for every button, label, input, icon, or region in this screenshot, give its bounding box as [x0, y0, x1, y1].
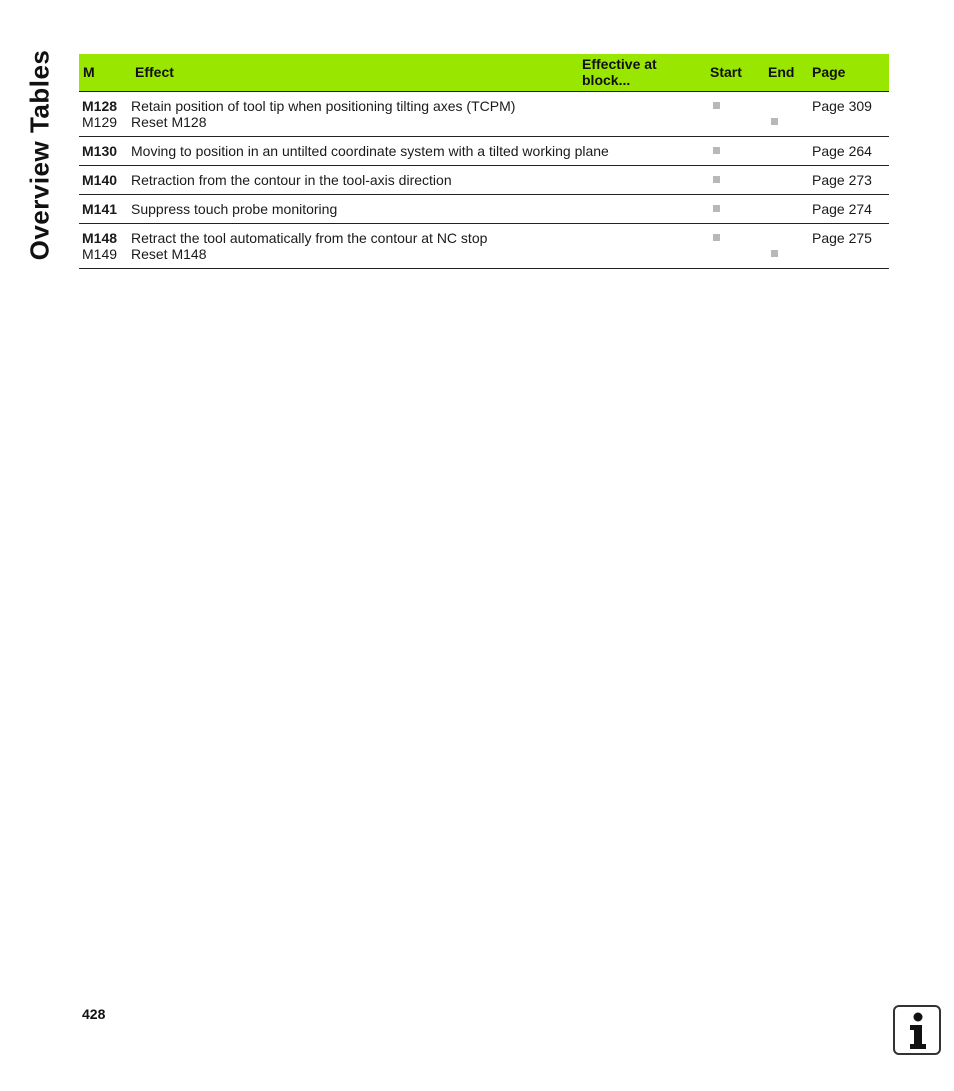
header-start: Start	[710, 64, 742, 81]
table-row	[79, 136, 889, 165]
page-reference: Page 309	[812, 97, 872, 114]
page-reference: Page 274	[812, 200, 872, 217]
header-effect: Effect	[135, 64, 174, 81]
effective-at-cell	[578, 223, 706, 268]
start-marker-icon	[713, 176, 720, 183]
start-marker-icon	[713, 147, 720, 154]
m-code-reset: M149	[82, 245, 118, 262]
page-number: 428	[82, 1006, 106, 1022]
header-m: M	[83, 64, 95, 81]
end-cell	[764, 136, 808, 165]
m-code-cell	[79, 194, 129, 223]
end-cell	[764, 91, 808, 136]
end-cell	[764, 223, 808, 268]
effective-at-cell	[578, 91, 706, 136]
effect-reset-text: Reset M148	[131, 245, 207, 262]
effect-text: Retain position of tool tip when positioning tilting axes (TCPM)	[131, 97, 516, 114]
effect-text: Suppress touch probe monitoring	[131, 200, 338, 217]
m-code-cell	[79, 91, 129, 136]
end-cell	[764, 165, 808, 194]
start-cell	[706, 194, 764, 223]
m-code-cell	[79, 223, 129, 268]
start-marker-icon	[713, 102, 720, 109]
m-code: M141	[82, 200, 118, 217]
start-marker-icon	[713, 205, 720, 212]
m-code-cell	[79, 165, 129, 194]
effect-text: Retraction from the contour in the tool-axis direction	[131, 171, 452, 188]
effect-cell	[129, 194, 578, 223]
m-functions-table-container	[79, 54, 889, 269]
side-section-title	[22, 50, 58, 260]
header-end: End	[768, 64, 795, 81]
end-marker-icon	[771, 118, 778, 125]
effect-cell	[129, 136, 609, 165]
m-code: M148	[82, 229, 118, 246]
effect-cell	[129, 223, 578, 268]
effect-text: Retract the tool automatically from the contour at NC stop	[131, 229, 488, 246]
effective-at-cell	[578, 194, 706, 223]
m-code: M140	[82, 171, 118, 188]
start-cell	[706, 91, 764, 136]
table-row	[79, 194, 889, 223]
m-code-reset: M129	[82, 113, 118, 130]
end-marker-icon	[771, 250, 778, 257]
effective-at-cell	[578, 165, 706, 194]
info-icon	[893, 1005, 941, 1055]
header-page: Page	[812, 64, 846, 81]
start-cell	[706, 136, 764, 165]
m-code: M130	[82, 142, 118, 159]
m-code-cell	[79, 136, 129, 165]
page-reference: Page 264	[812, 142, 872, 159]
effect-cell	[129, 91, 578, 136]
side-section-title-text: Overview Tables	[24, 49, 55, 261]
start-cell	[706, 165, 764, 194]
effect-reset-text: Reset M128	[131, 113, 207, 130]
table-row	[79, 223, 889, 268]
info-icon-glyph	[895, 1007, 939, 1053]
start-cell	[706, 223, 764, 268]
end-cell	[764, 194, 808, 223]
table-header-row	[79, 54, 889, 91]
header-effective-at: Effective at block...	[582, 56, 657, 89]
m-functions-table	[79, 54, 889, 269]
table-row	[79, 165, 889, 194]
effect-text: Moving to position in an untilted coordinate system with a tilted working plane	[131, 142, 609, 159]
table-row	[79, 91, 889, 136]
effect-cell	[129, 165, 578, 194]
page-reference: Page 273	[812, 171, 872, 188]
start-marker-icon	[713, 234, 720, 241]
page-reference: Page 275	[812, 229, 872, 246]
m-code: M128	[82, 97, 118, 114]
